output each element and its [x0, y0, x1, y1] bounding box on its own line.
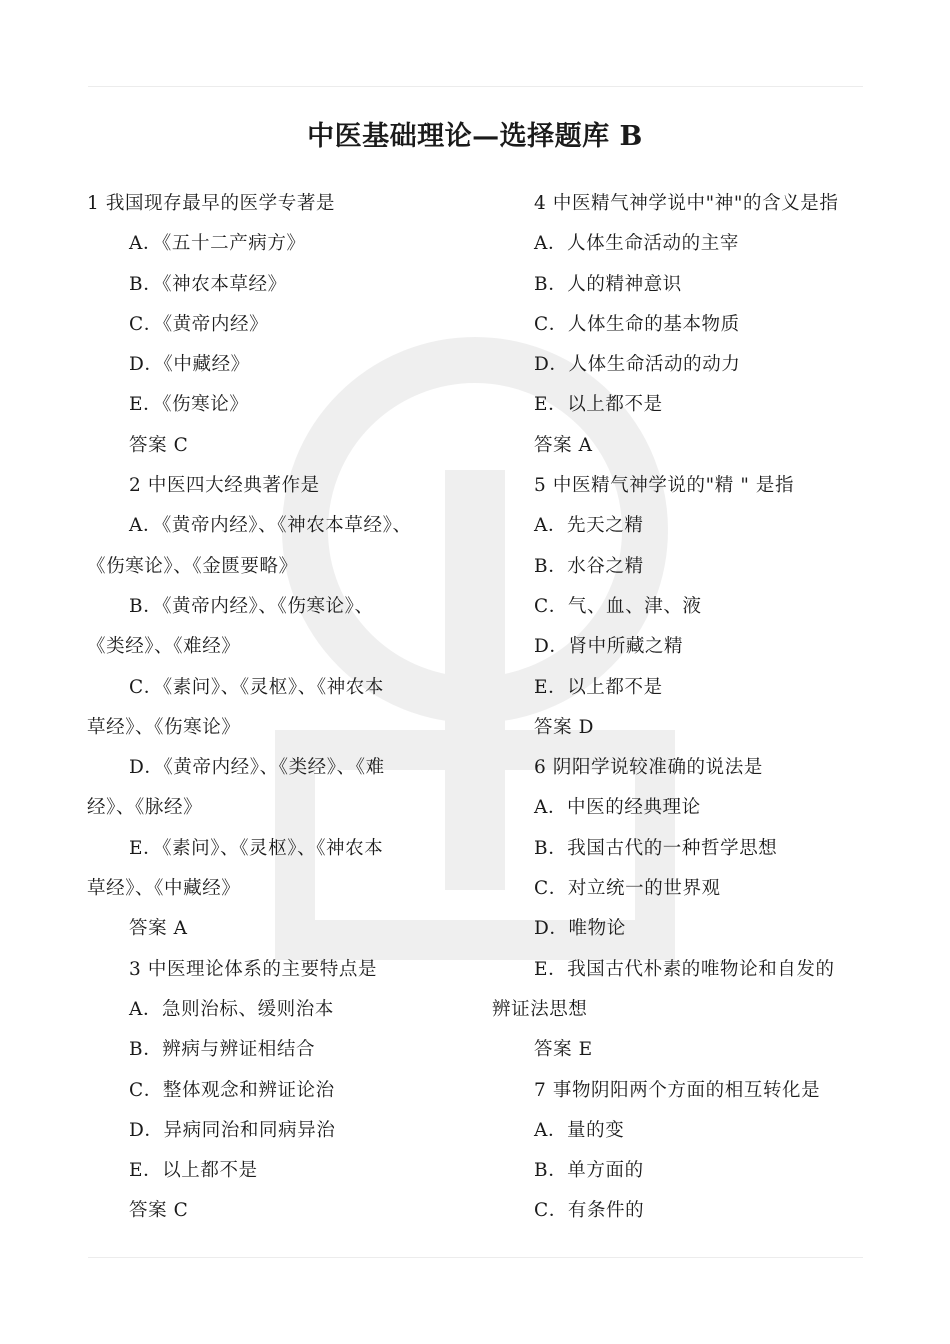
- q4-option-b: B．人的精神意识: [534, 273, 682, 295]
- q2-option-e-line2: 草经》、《中藏经》: [87, 878, 241, 900]
- q4-option-c: C．人体生命的基本物质: [534, 313, 740, 335]
- question-1: 1 我国现存最早的医学专著是: [87, 193, 336, 214]
- q6-option-d: D．唯物论: [534, 918, 626, 940]
- q3-option-b: B．辨病与辨证相结合: [129, 1039, 316, 1061]
- q3-option-c: C．整体观念和辨证论治: [129, 1079, 335, 1101]
- q4-answer: 答案 A: [534, 434, 593, 456]
- question-3: 3 中医理论体系的主要特点是: [129, 958, 378, 980]
- question-2: 2 中医四大经典著作是: [129, 475, 320, 497]
- q7-option-b: B．单方面的: [534, 1160, 644, 1182]
- q3-option-e: E．以上都不是: [129, 1160, 258, 1182]
- q7-option-a: A．量的变: [534, 1119, 625, 1141]
- q4-option-d: D．人体生命活动的动力: [534, 354, 741, 376]
- document-title: 中医基础理论—选择题库 B: [307, 121, 643, 152]
- q6-option-e-line1: E．我国古代朴素的唯物论和自发的: [534, 958, 835, 980]
- q1-option-c: C．《黄帝内经》: [129, 313, 269, 335]
- q6-option-b: B．我国古代的一种哲学思想: [534, 837, 778, 859]
- q3-answer: 答案 C: [129, 1200, 189, 1222]
- q2-option-a-line1: A．《黄帝内经》、《神农本草经》、: [129, 515, 412, 537]
- question-7: 7 事物阴阳两个方面的相互转化是: [534, 1079, 821, 1101]
- q4-option-e: E．以上都不是: [534, 394, 663, 416]
- q1-answer: 答案 C: [129, 434, 189, 456]
- q2-option-c-line1: C．《素问》、《灵枢》、《神农本: [129, 676, 385, 698]
- question-4: 4 中医精气神学说中"神"的含义是指: [534, 193, 839, 214]
- right-column: [492, 184, 872, 1232]
- q2-option-d-line1: D．《黄帝内经》、《类经》、《难: [129, 757, 385, 779]
- q2-option-a-line2: 《伤寒论》、《金匮要略》: [87, 555, 298, 577]
- q2-option-e-line1: E．《素问》、《灵枢》、《神农本: [129, 837, 384, 859]
- q6-option-a: A．中医的经典理论: [534, 797, 701, 819]
- q4-option-a: A．人体生命活动的主宰: [534, 233, 739, 255]
- left-column: [87, 184, 482, 1232]
- q1-option-a: A．《五十二产病方》: [129, 233, 306, 255]
- bottom-divider: [88, 1257, 863, 1258]
- q5-option-c: C．气、血、津、液: [534, 595, 702, 617]
- q6-answer: 答案 E: [534, 1039, 593, 1061]
- q3-option-d: D．异病同治和同病异治: [129, 1119, 336, 1141]
- q2-option-b-line2: 《类经》、《难经》: [87, 636, 241, 658]
- q1-option-e: E．《伤寒论》: [129, 394, 249, 416]
- q2-option-c-line2: 草经》、《伤寒论》: [87, 716, 241, 738]
- q2-option-d-line2: 经》、《脉经》: [87, 797, 203, 819]
- q5-answer: 答案 D: [534, 716, 595, 738]
- q6-option-c: C．对立统一的世界观: [534, 878, 721, 900]
- q3-option-a: A．急则治标、缓则治本: [129, 998, 334, 1020]
- question-5: 5 中医精气神学说的"精 " 是指: [534, 475, 795, 497]
- q7-option-c: C．有条件的: [534, 1200, 645, 1222]
- q5-option-d: D．肾中所藏之精: [534, 636, 684, 658]
- q5-option-b: B．水谷之精: [534, 555, 644, 577]
- q1-option-d: D．《中藏经》: [129, 354, 250, 376]
- question-6: 6 阴阳学说较准确的说法是: [534, 757, 763, 779]
- q2-option-b-line1: B．《黄帝内经》、《伤寒论》、: [129, 595, 374, 617]
- q5-option-e: E．以上都不是: [534, 676, 663, 698]
- q2-answer: 答案 A: [129, 918, 188, 940]
- q5-option-a: A．先天之精: [534, 515, 644, 537]
- q6-option-e-line2: 辨证法思想: [492, 998, 588, 1020]
- q1-option-b: B．《神农本草经》: [129, 273, 287, 295]
- top-divider: [88, 86, 863, 87]
